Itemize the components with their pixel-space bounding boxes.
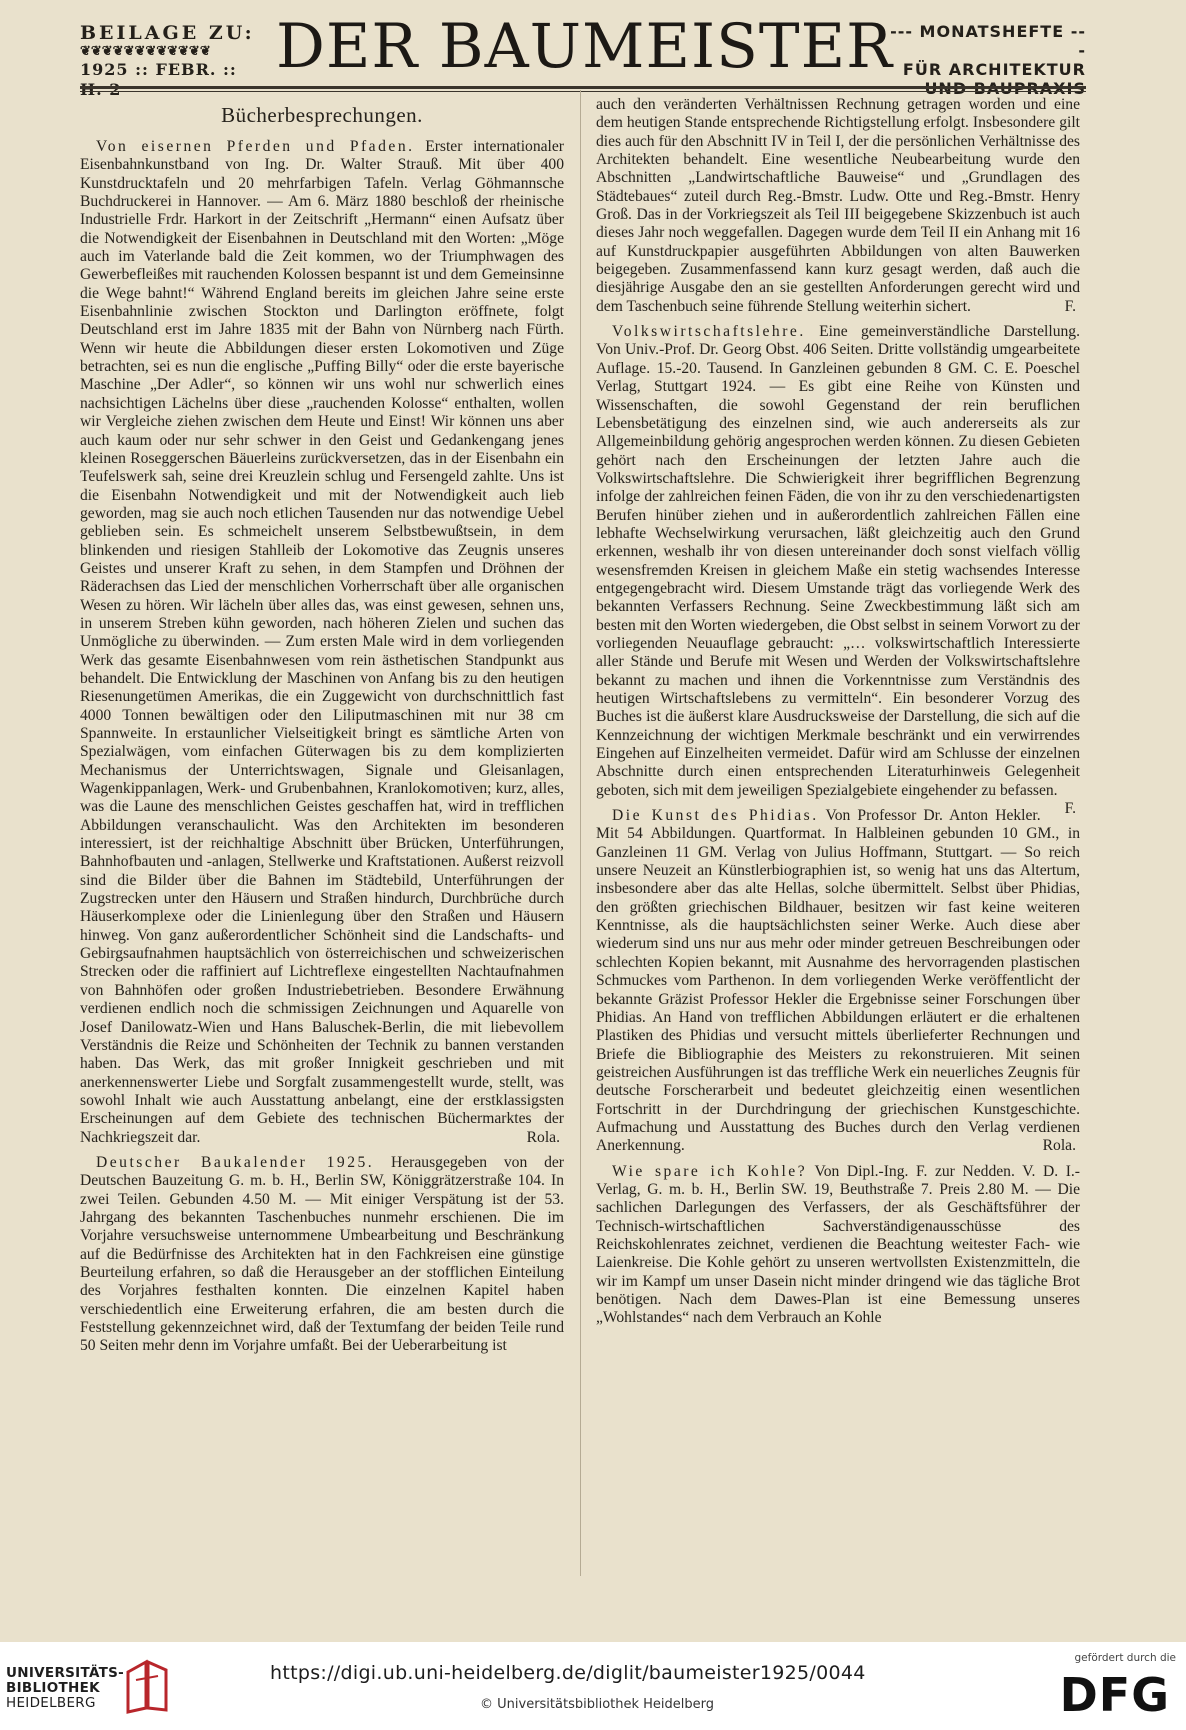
masthead-rule — [80, 86, 1086, 92]
uni-name-line-1: UNIVERSITÄTS- — [6, 1665, 125, 1681]
masthead-subtitle-line-1: --- MONATSHEFTE --- — [890, 22, 1086, 60]
column-right — [596, 94, 1080, 1574]
review-phidias — [596, 807, 1080, 1156]
review-baukalender — [80, 1154, 564, 1356]
ornament-border-icon: ❦❦❦❦❦❦❦❦❦❦❦❦ — [80, 44, 211, 59]
review-title: Deutscher Baukalender 1925. — [96, 1153, 375, 1171]
column-divider — [580, 90, 581, 1576]
review-body: Erster internationaler Eisenbahnkunstband von Ing. Dr. Walter Strauß. Mit über 400 Kunstdrucktafeln und 20 mehrfarbigen Tafeln. Verlag Göhmannsche Buchdruckerei in Hannover. — Am 6. März 1880 beschloß der rheinische Industrielle Frdr. Harkort in der Zeitschrift „Hermann“ einen Aufsatz über die Notwendigkeit der Eisenbahnen in Deutschland mit den Worten: „Möge auch im Vaterlande bald die Zeit kommen, wo der Triumphwagen des Gewerbefleißes mit rauchenden Kolossen bespannt ist und dem Gemeinsinne die Wege bahnt!“ Während England bereits im gleichen Jahre seine erste Eisenbahnlinie zwischen Stockton und Darlington eröffnete, folgt Deutschland erst im Jahre 1835 mit der Bahn von Nürnberg nach Fürth. Wenn wir heute die Abbildungen dieser ersten Lokomotiven und Züge betrachten, sei es nun die englische „Puffing Billy“ oder die erste bayerische Maschine „Der Adler“, so können wir uns wohl nur schwerlich eines nachsichtigen Lächelns über diese „rauchenden Kolosse“ enthalten, wollen wir Vergleiche ziehen zwischen dem Heute und Einst! Wir können uns aber auch kaum oder nur sehr schwer in den Geist und Gedankengang jenes kleinen Roseggerschen Bäuerleins zurückversetzen, das in der Eisenbahn ein Teufelswerk sah, seine drei Kreuzlein schlug und Fersengeld zahlte. Uns ist die Eisenbahn Notwendigkeit und mit der Notwendigkeit auch lieb geworden, mag sie auch noch etlichen Tausenden nur das notwendige Uebel geblieben sein. Es schmeichelt unserem Selbstbewußtsein, in dem blinkenden und riesigen Stahlleib der Lokomotive das Zeugnis unseres Geistes und unserer Kraft zu sehen, in dem Stampfen und Dröhnen der Räderachsen das Lied der menschlichen Vorherrschaft über alle organischen Wesen zu hören. Wir lächeln über alles das, was einst gewesen, sehnen uns, in unserem Streben kühn geworden, nach höheren Zielen und suchen das Unmögliche zu überwinden. — Zum ersten Male wird in dem vorliegenden Werk das gesamte Eisenbahnwesen vom rein ästhetischen Standpunkt aus behandelt. Die Entwicklung der Maschinen von Anfang bis zu den heutigen Riesenungetümen Amerikas, die ein Zuggewicht von durchschnittlich fast 4000 Tonnen bewältigen oder den Liliputmaschinen mit nur 38 cm Spannweite. In erstaunlicher Vielseitigkeit bringt es sämtliche Arten von Spezialwägen, vom einfachen Güterwagen bis zu dem komplizierten Mechanismus der Unterrichtswagen, Signale und Gleisanlagen, Wagenkippanlagen, Werk- und Grubenbahnen, Kranlokomotiven; kurz, alles, was die Laune des menschlichen Geistes geschaffen hat, wird in trefflichen Abbildungen veranschaulicht. Was den Architekten im besonderen interessiert, ist der reichhaltige Abschnitt über Brücken, Unterführungen, Bahnhofbauten und -anlagen, Stellwerke und Kraftstationen. Außerst reizvoll sind die Bilder über die Bahnen im Städtebild, Unterführungen der Zugstrecken unter den Häusern und Straßen hindurch, Durchbrüche durch Häuserkomplexe oder die Linienlegung über den Straßen und Häusern hinweg. Von ganz außerordentlicher Schönheit sind die Landschafts- und Gebirgsaufnahmen hauptsächlich von österreichischen und schweizerischen Strecken oder die raffiniert auf Lichtreflexe eingestellten Nachtaufnahmen von Bahnhöfen oder großen Industriebetrieben. Besondere Erwähnung verdienen endlich noch die schmissigen Zeichnungen und Aquarelle von Josef Danilowatz-Wien und Hans Baluschek-Berlin, die mit liebevollem Verständnis die Reize und Schönheiten der Technik zu bannen verstanden haben. Das Werk, das mit großer Innigkeit geschrieben und mit anerkennenswerter Liebe und Sorgfalt zusammengestellt wurde, stellt, was sowohl Inhalt wie auch Ausstattung anbelangt, eine der erstklassigsten Erscheinungen auf dem Gebiete des technischen Büchermarktes der Nachkriegszeit dar. — [80, 138, 565, 1146]
masthead-subtitle-line-2: FÜR ARCHITEKTUR — [902, 60, 1086, 79]
masthead — [80, 11, 1086, 99]
review-kohle — [596, 1163, 1080, 1328]
permalink-url[interactable]: https://digi.ub.uni-heidelberg.de/diglit/baumeister1925/0044 — [270, 1662, 866, 1684]
review-title: Volkswirtschaftslehre. — [612, 323, 806, 341]
review-signature: F. — [1064, 800, 1076, 818]
review-eisenbahn — [80, 138, 564, 1147]
review-body: Herausgegeben von der Deutschen Bauzeitung G. m. b. H., Berlin SW, Königgrätzerstraße 104. In zwei Teilen. Gebunden 4.50 M. — Mit einiger Verspätung ist der 53. Jahrgang des bekannten Taschenbuches nunmehr erschienen. Die im Vorjahre versuchsweise unternommene Umbearbeitung und Beschränkung auf die Bedürfnisse des Architekten hat in den Fachkreisen eine günstige Beurteilung erfahren, so daß die Herausgeber an der stofflichen Einteilung des Vorjahres festhalten konnten. Die einzelnen Kapitel haben verschiedentlich eine Erweiterung erfahren, die am besten durch die Feststellung gekennzeichnet wird, daß der Textumfang der beiden Teile rund 50 Seiten mehr denn im Vorjahre umfaßt. Bei der Ueberarbeitung ist — [80, 1153, 564, 1355]
uni-name-line-2: BIBLIOTHEK — [6, 1680, 100, 1696]
masthead-supplement-label: BEILAGE ZU: — [80, 22, 255, 44]
review-body: Eine gemeinverständliche Darstellung. Von Univ.-Prof. Dr. Georg Obst. 406 Seiten. Dritte vollständig umgearbeitete Auflage. 15.-20. Tausend. In Ganzleinen gebunden 8 GM. C. E. Poeschel Verlag, Stuttgart 1924. — Es gibt eine Reihe von Künsten und Wissenschaften, die sowohl Gegenstand der rein beruflichen Lebensbetätigung des einzelnen sind, wie auch andererseits als zur Allgemeinbildung gehörig angesprochen werden können. Zu diesen Gebieten gehört nach den Erscheinungen der letzten Jahre auch die Volkswirtschaftslehre. Die Schwierigkeit ihrer begrifflichen Begrenzung infolge der zahlreichen feinen Fäden, die von ihr zu den verschiedenartigsten Berufen hinüber ziehen und in außerordentlich zahlreichen Fällen eine lebhafte Wechselwirkung verursachen, läßt gleichzeitig auch den Grund erkennen, weshalb ihr von diesen untereinander doch sonst vielfach völlig wesensfremden Kreisen in gleichem Maße ein stetig wachsendes Interesse entgegengebracht wird. Diesem Umstande trägt das vorliegende Werk des bekannten Verfassers Rechnung. Seine Zweckbestimmung läßt sich am besten mit den Worten wiedergeben, die Obst selbst in seinem Vorwort zu der vorliegenden Neuauflage gebraucht: „… volkswirtschaftlich Interessierte aller Stände und Berufe mit Wesen und Werden der Volkswirtschaftslehre bekannt zu machen und ihnen die Vorkenntnisse zum Verständnis des heutigen Wirtschaftslebens zu vermitteln“. Ein besonderer Vorzug des Buches ist die äußerst klare Ausdrucksweise der Darstellung, die sich auf die Kennzeichnung der wichtigen Merkmale beschränkt und ein verwirrendes Eingehen auf Einzelheiten vermeidet. Dafür wird am Schlusse der einzelnen Abschnitte durch einen entsprechenden Literaturhinweis Gelegenheit geboten, sich mit dem jeweiligen Spezialgebiete eingehender zu befassen. — [596, 323, 1080, 799]
funding-note: gefördert durch die — [1074, 1652, 1176, 1664]
university-library-name — [6, 1666, 124, 1711]
masthead-issue-date: 1925 :: FEBR. :: H. 2 — [80, 60, 237, 99]
review-body: Von Professor Dr. Anton Hekler. Mit 54 Abbildungen. Quartformat. In Halbleinen gebunden 10 GM., in Ganzleinen 11 GM. Verlag von Julius Hoffmann, Stuttgart. — So reich unsere Neuzeit an Künstlerbiographien ist, so wenig hat uns das Altertum, insbesondere aber das alte Hellas, solche übermittelt. Selbst über Phidias, den größten griechischen Bildhauer, besitzen wir fast keine weiteren Kenntnisse, als die hauptsächlichsten seiner Werke. Auch diese aber wiederum sind uns nur aus mehr oder minder getreuen Beschreibungen oder schlechten Kopien bekannt, mit Ausnahme des hervorragenden plastischen Schmuckes vom Parthenon. In dem vorliegenden Werke veröffentlicht der bekannte Gräzist Professor Hekler die Ergebnisse seiner Forschungen über Phidias. An Hand von trefflichen Abbildungen erläutert er die erhaltenen Plastiken des Phidias und versucht mittels überlieferter Rechnungen und Briefe die Bibliographie des Meisters zu rekonstruieren. Mit seinen geistreichen Ausführungen ist das treffliche Werk ein neuerliches Zeugnis für deutsche Forscherarbeit und bedeutet gleichzeitig einen wesentlichen Fortschritt in der Durchdringung der griechischen Kunstgeschichte. Aufmachung und Ausstattung des Buches durch den Verlag verdienen Anerkennung. — [596, 807, 1080, 1155]
uni-name-line-3: HEIDELBERG — [6, 1695, 96, 1711]
review-title: Von eisernen Pferden und Pfaden. — [96, 138, 415, 155]
library-emblem-icon — [124, 1658, 170, 1716]
column-left — [80, 94, 564, 1574]
viewer-footer — [0, 1642, 1186, 1730]
review-signature: Rola. — [526, 1128, 560, 1146]
review-body: Von Dipl.-Ing. F. zur Nedden. V. D. I.-Verlag, G. m. b. H., Berlin SW. 19, Beuthstraße 7. Preis 2.80 M. — Die sachlichen Darlegungen des Verfassers, der als Geschäftsführer der Technisch-wirtschaftlichen Sachverständigenausschüsse des Reichskohlenrates zeichnet, verdienen die Beachtung weitester Fach- wie Laienkreise. Die Kohle gehört zu unseren wertvollsten Existenzmitteln, die wir im Kampf um unser Dasein nicht minder dringend wie das tägliche Brot benötigen. Nach dem Dawes-Plan ist eine Bemessung unseres „Wohlstandes“ nach dem Verbrauch an Kohle — [596, 1162, 1081, 1327]
dfg-logo[interactable]: DFG — [1059, 1668, 1170, 1722]
review-signature: F. — [1064, 297, 1076, 315]
university-library-logo[interactable] — [6, 1658, 186, 1718]
review-signature: Rola. — [1042, 1137, 1076, 1155]
copyright-notice: © Universitätsbibliothek Heidelberg — [480, 1697, 715, 1712]
masthead-title: DER BAUMEISTER — [276, 11, 894, 82]
review-title: Die Kunst des Phidias. — [612, 807, 819, 825]
review-baukalender-continued — [596, 96, 1080, 316]
masthead-subtitle-line-3: UND BAUPRAXIS — [924, 79, 1086, 98]
review-body: auch den veränderten Verhältnissen Rechnung getragen worden und eine dem heutigen Stande entsprechende Richtigstellung erfolgt. Insbesondere gilt dies auch für den Abschnitt IV in Teil I, der die persönlichen Verhältnisse des Architekten behandelt. Eine wesentliche Neubearbeitung wurde den Abschnitten „Landwirtschaftliche Bauweise“ und „Grundlagen des Städtebaues“ zuteil durch Reg.-Bmstr. Ludw. Otte und Reg.-Bmstr. Henry Groß. Das in der Vorkriegszeit als Teil III beigegebene Skizzenbuch ist auch dieses Jahr noch weggefallen. Dagegen wurde dem Teil II ein Anhang mit 16 auf Kunstdruckpapier ausgeführten Abbildungen von alten Bauwerken beigegeben. Zusammenfassend kann kurz gesagt werden, daß auch die diesjährige Ausgabe den an sie gestellten Anforderungen gerecht wird und dem Taschenbuch seine führende Stellung weiterhin sichert. — [596, 96, 1080, 315]
section-heading: Bücherbesprechungen. — [221, 103, 423, 127]
review-title: Wie spare ich Kohle? — [612, 1162, 808, 1180]
